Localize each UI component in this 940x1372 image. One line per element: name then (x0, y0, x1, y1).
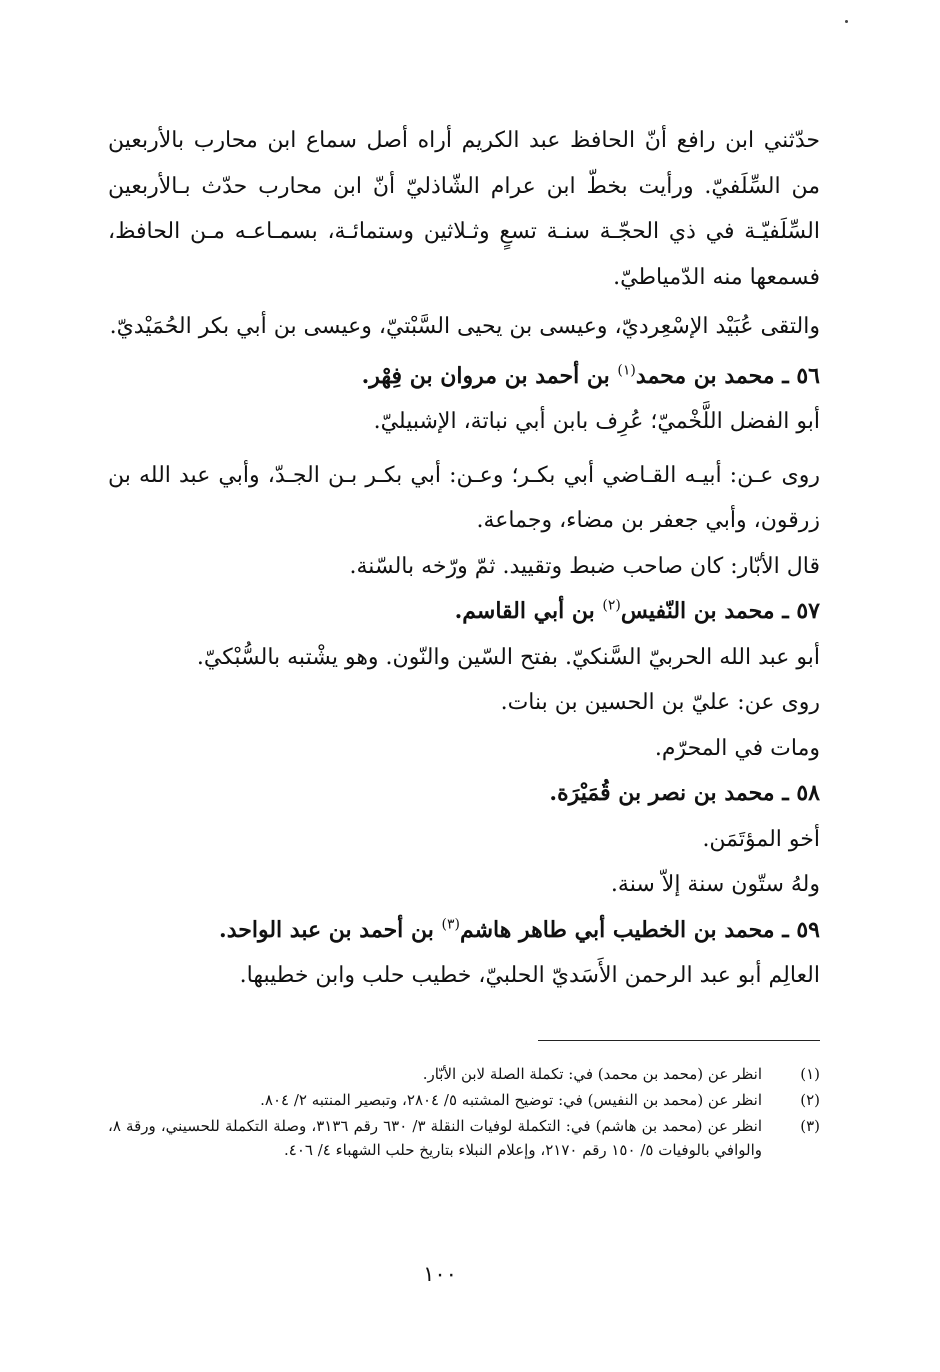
entry-57-line-2: روى عن: عليّ بن الحسين بن بنات. (500, 690, 820, 715)
entry-58-heading (108, 771, 820, 817)
entry-56-line-3: قال الأبّار: كان صاحب ضبط وتقييد. ثمّ ورّخه بالسّنة. (349, 553, 820, 579)
footnote-2 (108, 1088, 820, 1112)
footnotes-block (108, 1062, 820, 1164)
entry-56-heading (108, 354, 820, 400)
footnote-text: انظر عن (محمد بن محمد) في: تكملة الصلة لابن الأبّار. (422, 1065, 762, 1083)
entry-56-line-2: روى عـن: أبيـه القـاضي أبي بكـر؛ وعـن: أبي بكـر بـن الجـدّ، وأبي عبد الله بن زرقون، وأبي جعفر بن مضاء، وجماعة. (108, 462, 820, 533)
entry-56-line-1: أبو الفضل اللَّخْميّ؛ عُرِف بابن أبي نباتة، الإشبيليّ. (373, 409, 820, 434)
footnote-number: (٣) (800, 1117, 820, 1135)
entry-57-line-3: ومات في المحرّم. (654, 735, 820, 761)
entry-59-line-1: العالِم أبو عبد الرحمن الأَسَديّ الحلبيّ، خطيب حلب وابن خطيبها. (239, 963, 820, 988)
entry-57-line-1: أبو عبد الله الحربيّ السَّنكيّ. بفتح السّين والنّون. وهو يشْتبه بالسُّبْكيّ. (196, 644, 820, 670)
page-number: ١٠٠ (423, 1262, 457, 1286)
entry-56-heading-lineage: بن أحمد بن مروان بن فِهْر. (361, 362, 618, 389)
entry-57-heading (108, 589, 820, 635)
footnote-3 (108, 1114, 820, 1162)
entry-58-heading-name: ٥٨ ـ محمد بن نصر بن قُمَيْرَة. (549, 780, 820, 806)
entry-57-heading-name: ٥٧ ـ محمد بن النّفيس (620, 598, 820, 624)
entry-56-heading-name: ٥٦ ـ محمد بن محمد (635, 362, 820, 389)
entry-59-heading (108, 908, 820, 954)
entry-59-heading-lineage: بن أحمد بن عبد الواحد. (219, 916, 442, 943)
paragraph-continuation: حدّثني ابن رافع أنّ الحافظ عبد الكريم أراه أصل سماع ابن محارب بالأربعين من السِّلَفيّ. ورأيت بخطّ ابن عرام الشّاذليّ أنّ ابن محارب حدّث بـالأربعين السِّلَفيّـة في ذي الحجّـة سنـة تسعٍ وثـلاثين وستمائـة، بسمـاعـه مـن الحافظ، فسمعها منه الدّمياطيّ. (108, 128, 820, 290)
footnote-text: انظر عن (محمد بن هاشم) في: التكملة لوفيات النقلة ٣/ ٦٣٠ رقم ٣١٣٦، وصلة التكملة للحسيني، ورقة ٨، والوافي بالوفيات ٥/ ١٥٠ رقم ٢١٧٠، وإعلام النبلاء بتاريخ حلب الشهباء ٤/ ٤٠٦. (108, 1117, 762, 1159)
footnote-ref-2: (٢) (602, 597, 621, 614)
footnote-ref-1: (١) (617, 362, 636, 379)
footnote-separator (538, 1040, 820, 1041)
entry-58-line-2: ولهُ ستّون سنة إلاّ سنة. (610, 872, 820, 897)
footnote-text: انظر عن (محمد بن النفيس) في: توضيح المشتبه ٥/ ٢٨٠٤، وتبصير المنتبه ٢/ ٨٠٤. (260, 1091, 762, 1109)
footnote-ref-3: (٣) (441, 916, 460, 933)
main-text-block (108, 118, 820, 999)
entry-59-heading-name: ٥٩ ـ محمد بن الخطيب أبي طاهر هاشم (459, 916, 820, 943)
footnote-number: (١) (800, 1065, 820, 1083)
footnote-1 (108, 1062, 820, 1086)
footnote-number: (٢) (800, 1091, 820, 1109)
corner-dot-mark (845, 20, 848, 23)
entry-57-heading-lineage: بن أبي القاسم. (454, 598, 603, 624)
entry-58-line-1: أخو المؤتَمَن. (702, 826, 820, 852)
paragraph-students: والتقى عُبَيْد الإسْعِرديّ، وعيسى بن يحيى السَّبْتيّ، وعيسى بن أبي بكر الحُمَيْديّ. (109, 314, 820, 339)
